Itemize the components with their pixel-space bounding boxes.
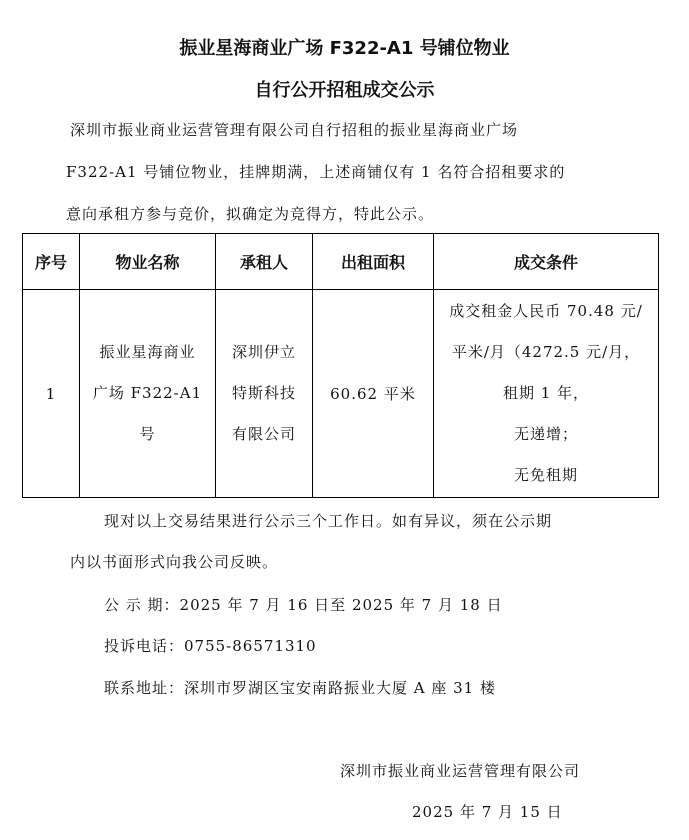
table-header-row	[23, 234, 659, 290]
title-line-2: 自行公开招租成交公示	[254, 80, 435, 101]
complaint-phone: 投诉电话：0755-86571310	[104, 637, 317, 655]
terms-line: 成交租金人民币 70.48 元/	[449, 302, 643, 320]
header-serial: 序号	[23, 234, 80, 290]
intro-line-3: 意向承租方参与竞价，拟确定为竞得方，特此公示。	[66, 205, 435, 223]
cell-property	[80, 290, 216, 498]
cell-serial: 1	[23, 290, 80, 498]
tenant-line: 有限公司	[231, 425, 296, 443]
tenant-line: 特斯科技	[231, 384, 296, 402]
contact-address: 联系地址：深圳市罗湖区宝安南路振业大厦 A 座 31 楼	[104, 679, 496, 697]
cell-area: 60.62 平米	[313, 290, 434, 498]
property-line: 号	[139, 425, 156, 443]
header-tenant: 承租人	[216, 234, 313, 290]
property-line: 广场 F322-A1	[92, 384, 203, 402]
signature-date: 2025 年 7 月 15 日	[412, 803, 563, 821]
deal-table	[22, 233, 659, 498]
cell-tenant	[216, 290, 313, 498]
terms-line: 无免租期	[513, 466, 578, 484]
terms-line: 无递增；	[513, 425, 578, 443]
tenant-line: 深圳伊立	[231, 343, 296, 361]
cell-terms	[434, 290, 659, 498]
title-line-1: 振业星海商业广场 F322-A1 号铺位物业	[179, 38, 510, 59]
notice-line-2: 内以书面形式向我公司反映。	[70, 553, 279, 571]
table-row	[23, 290, 659, 498]
header-property: 物业名称	[80, 234, 216, 290]
terms-line: 平米/月（4272.5 元/月，	[451, 343, 641, 361]
intro-line-2: F322-A1 号铺位物业，挂牌期满，上述商铺仅有 1 名符合招租要求的	[66, 163, 566, 181]
header-terms: 成交条件	[434, 234, 659, 290]
publicity-period: 公 示 期：2025 年 7 月 16 日至 2025 年 7 月 18 日	[104, 596, 503, 614]
terms-line: 租期 1 年，	[502, 384, 590, 402]
intro-line-1: 深圳市振业商业运营管理有限公司自行招租的振业星海商业广场	[70, 121, 519, 139]
signature-company: 深圳市振业商业运营管理有限公司	[340, 762, 581, 780]
property-line: 振业星海商业	[99, 343, 196, 361]
header-area: 出租面积	[313, 234, 434, 290]
notice-line-1: 现对以上交易结果进行公示三个工作日。如有异议，须在公示期	[104, 512, 553, 530]
